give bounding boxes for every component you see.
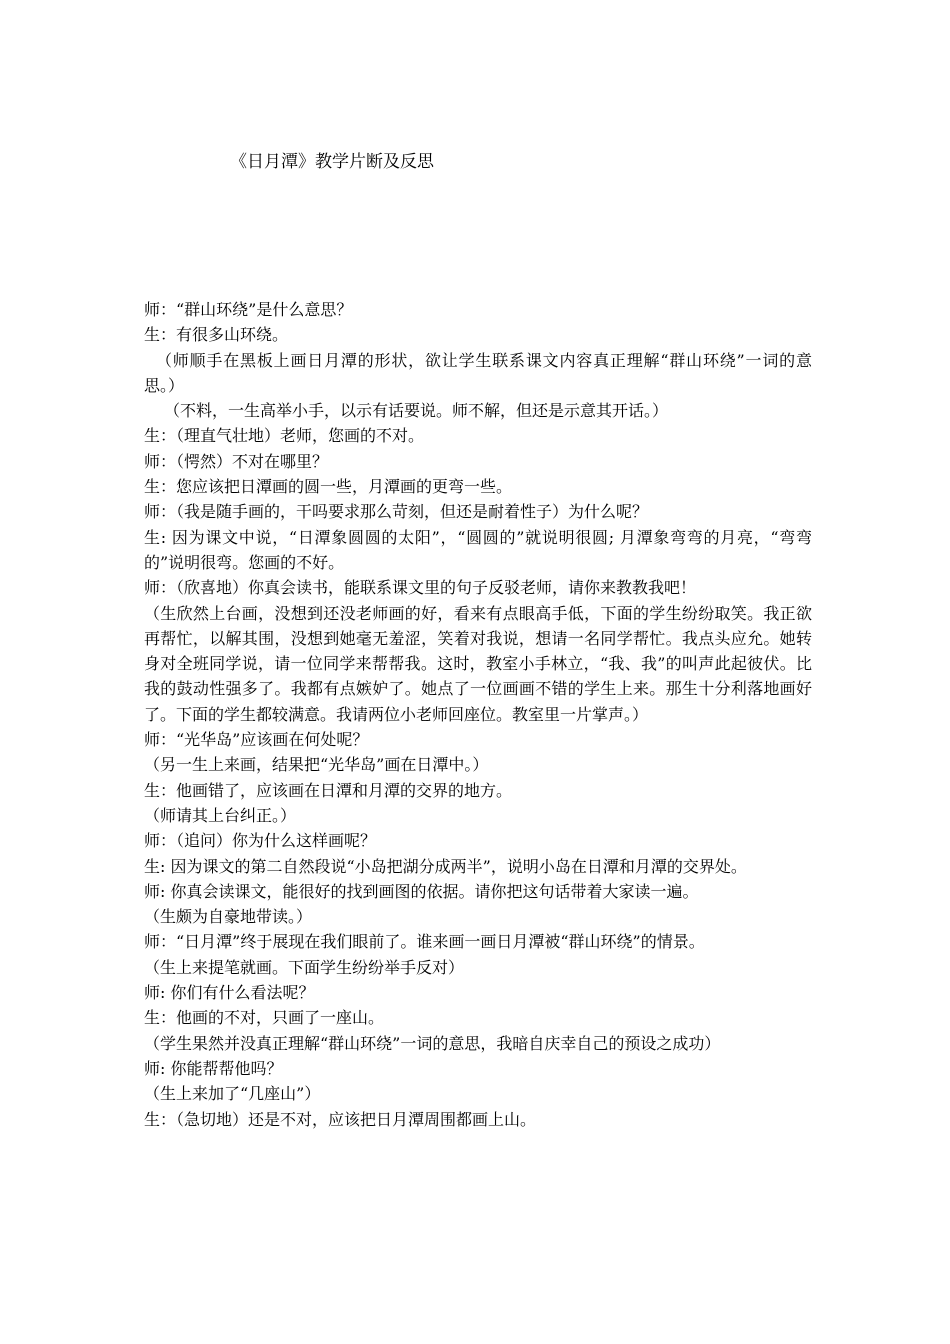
document-title: 《日月潭》教学片断及反思: [230, 152, 434, 172]
dialogue-line: 师: 你真会读课文，能很好的找到画图的依据。请你把这句话带着大家读一遍。: [144, 881, 699, 901]
narration-paragraph: （另一生上来画，结果把“光华岛”画在日潭中。）: [144, 755, 489, 775]
narration-paragraph: （师顺手在黑板上画日月潭的形状，欲让学生联系课文内容真正理解“群山环绕”一词的意思。）: [144, 350, 812, 395]
dialogue-line: 师：“群山环绕”是什么意思？: [144, 300, 353, 319]
narration-paragraph: （生欣然上台画，没想到还没老师画的好，看来有点眼高手低，下面的学生纷纷取笑。我正欲再帮忙，以解其围，没想到她毫无羞涩，笑着对我说，想请一名同学帮忙。我点头应允。她转身对全班同学说，请一位同学来帮帮我。这时，教室小手林立，“我、我”的叫声此起彼伏。比我的鼓动性强多了。我都有点嫉妒了。她点了一位画画不错的学生上来。那生十分利落地画好了。下面的学生都较满意。我请两位小老师回座位。教室里一片掌声。）: [144, 603, 812, 724]
dialogue-line: 师：（愕然）不对在哪里？: [144, 451, 329, 471]
dialogue-line: 生: 因为课文的第二自然段说“小岛把湖分成两半”，说明小岛在日潭和月潭的交界处。: [144, 856, 747, 876]
dialogue-line: 师：（追问）你为什么这样画呢？: [144, 831, 377, 851]
dialogue-line: 师：（欣喜地）你真会读书，能联系课文里的句子反驳老师，请你来教教我吧！: [144, 578, 697, 598]
dialogue-line: 生：（理直气壮地）老师，您画的不对。: [144, 426, 425, 446]
dialogue-line: 师: 你们有什么看法呢？: [144, 983, 315, 1003]
narration-paragraph: （生颇为自豪地带读。）: [144, 907, 313, 927]
narration-paragraph: （不料，一生高举小手，以示有话要说。师不解，但还是示意其开话。）: [164, 401, 669, 421]
dialogue-line: 生：您应该把日潭画的圆一些，月潭画的更弯一些。: [144, 477, 513, 497]
dialogue-line: 生：（急切地）还是不对，应该把日月潭周围都画上山。: [144, 1109, 537, 1129]
dialogue-line: 生：他画错了，应该画在日潭和月潭的交界的地方。: [144, 780, 513, 800]
narration-paragraph: （师请其上台纠正。）: [144, 805, 297, 825]
dialogue-line: 师：（我是随手画的，干吗要求那么苛刻，但还是耐着性子）为什么呢？: [144, 502, 649, 522]
dialogue-line: 师：“日月潭”终于展现在我们眼前了。谁来画一画日月潭被“群山环绕”的情景。: [144, 932, 705, 952]
narration-paragraph: （学生果然并没真正理解“群山环绕”一词的意思，我暗自庆幸自己的预设之成功）: [144, 1033, 721, 1053]
narration-paragraph: （生上来加了“几座山”）: [144, 1084, 321, 1104]
dialogue-line: 生: 因为课文中说，“日潭象圆圆的太阳”，“圆圆的”就说明很圆; 月潭象弯弯的月亮，“弯弯的”说明很弯。您画的不好。: [144, 527, 812, 572]
dialogue-line: 生：他画的不对，只画了一座山。: [144, 1008, 385, 1028]
dialogue-line: 生：有很多山环绕。: [144, 325, 289, 345]
dialogue-line: 师：“光华岛”应该画在何处呢？: [144, 730, 369, 750]
narration-paragraph: （生上来提笔就画。下面学生纷纷举手反对）: [144, 957, 465, 977]
dialogue-line: 师: 你能帮帮他吗？: [144, 1058, 283, 1078]
document-body: [144, 297, 812, 1132]
